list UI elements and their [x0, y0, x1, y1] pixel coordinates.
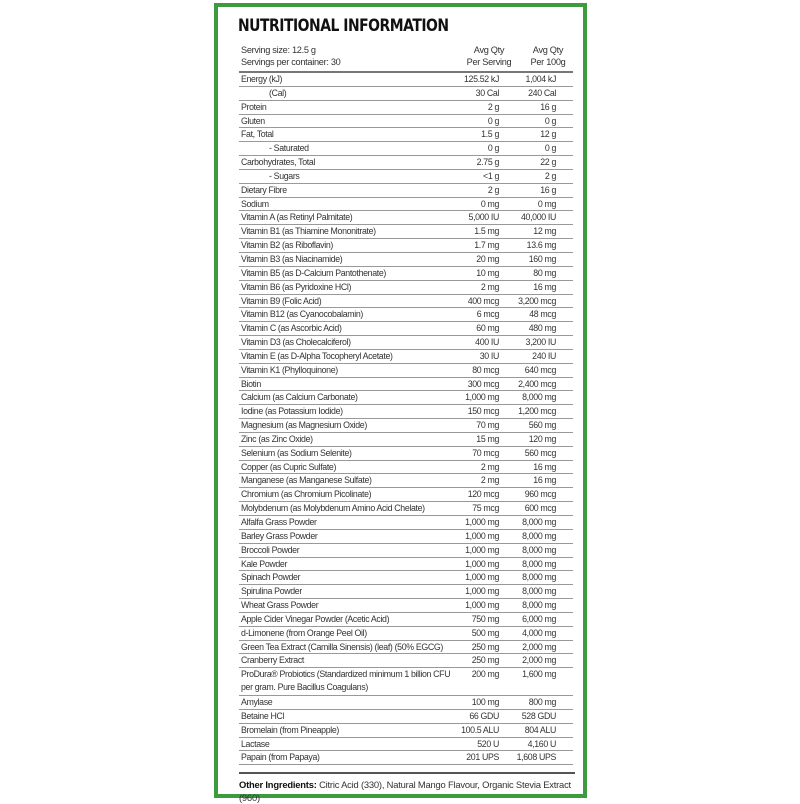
per-100g-value: 8,000 mg	[522, 530, 556, 541]
table-row	[239, 128, 573, 142]
table-row	[239, 239, 573, 253]
per-100g-value: 48 mcg	[529, 309, 556, 320]
nutrient-name: Vitamin D3 (as Cholecalciferol)	[241, 337, 351, 348]
nutrient-name: Vitamin B9 (Folic Acid)	[241, 295, 322, 306]
per-100g-value: 8,000 mg	[522, 586, 556, 597]
per-serving-value: 1,000 mg	[465, 572, 499, 583]
per-serving-value: 30 Cal	[475, 87, 499, 98]
other-ingredients	[239, 772, 575, 804]
table-row	[239, 142, 573, 156]
per-serving-value: 201 UPS	[466, 752, 499, 763]
per-100g-value: 16 mg	[533, 475, 556, 486]
nutrient-name: Vitamin B1 (as Thiamine Mononitrate)	[241, 226, 376, 237]
per-serving-value: 80 mcg	[472, 364, 499, 375]
table-row	[239, 184, 573, 198]
table-row	[239, 156, 573, 170]
per-100g-value: 1,608 UPS	[516, 752, 556, 763]
per-serving-value: 15 mg	[476, 433, 499, 444]
per-serving-value: 2 mg	[480, 475, 499, 486]
per-serving-value: 30 IU	[479, 350, 499, 361]
per-serving-value: 500 mg	[471, 627, 499, 638]
per-serving-value: 6 mcg	[476, 309, 499, 320]
per-serving-value: 250 mg	[471, 655, 499, 666]
per-100g-header: Avg Qty Per 100g	[530, 45, 566, 67]
per-serving-value: 100.5 ALU	[461, 724, 499, 735]
table-row	[239, 544, 573, 558]
nutrient-name: - Sugars	[269, 170, 300, 181]
per-100g-value: 3,200 IU	[525, 337, 556, 348]
nutrition-panel	[214, 3, 587, 803]
per-serving-value: 2 mg	[480, 461, 499, 472]
per-serving-value: 2.75 g	[476, 157, 499, 168]
per-100g-value: 6,000 mg	[522, 613, 556, 624]
nutrient-name: (Cal)	[269, 87, 287, 98]
per-serving-value: 10 mg	[476, 267, 499, 278]
nutrient-name: Chromium (as Chromium Picolinate)	[241, 489, 372, 500]
per-100g-value: 1,200 mcg	[518, 406, 556, 417]
per-serving-value: 0 g	[487, 115, 499, 126]
per-100g-value: 0 g	[544, 115, 556, 126]
table-row	[239, 696, 573, 710]
nutrient-name: Manganese (as Manganese Sulfate)	[241, 475, 372, 486]
per-serving-value: 750 mg	[471, 613, 499, 624]
nutrient-name: d-Limonene (from Orange Peel Oil)	[241, 627, 367, 638]
per-serving-value: 75 mcg	[472, 503, 499, 514]
table-row	[239, 225, 573, 239]
nutrient-name: Amylase	[241, 696, 273, 707]
per-100g-value: 528 GDU	[521, 710, 556, 721]
table-row	[239, 433, 573, 447]
nutrient-name: Green Tea Extract (Camilla Sinensis) (leaf) (50% EGCG)	[241, 641, 443, 652]
per-serving-value: 1.5 mg	[474, 226, 499, 237]
per-100g-value: 16 g	[540, 101, 556, 112]
per-100g-value: 16 mg	[533, 461, 556, 472]
per-serving-value: 250 mg	[471, 641, 499, 652]
table-row	[239, 73, 573, 87]
per-100g-value: 1,004 kJ	[525, 74, 556, 84]
per-serving-value: 2 mg	[480, 281, 499, 292]
per-100g-value: 240 IU	[532, 350, 556, 361]
table-row	[239, 281, 573, 295]
nutrient-name: Alfalfa Grass Powder	[241, 517, 317, 527]
table-row	[239, 211, 573, 225]
table-row	[239, 295, 573, 309]
table-row	[239, 585, 573, 599]
per-100g-value: 160 mg	[528, 253, 556, 264]
per-100g-value: 800 mg	[528, 696, 556, 707]
nutrient-name: Vitamin B2 (as Riboflavin)	[241, 240, 333, 251]
per-serving-value: 2 g	[487, 184, 499, 195]
per-100g-value: 480 mg	[528, 323, 556, 334]
table-row	[239, 724, 573, 738]
per-100g-value: 560 mg	[528, 420, 556, 431]
table-row	[239, 461, 573, 475]
per-serving-value: 1,000 mg	[465, 586, 499, 597]
nutrient-name: Vitamin B5 (as D-Calcium Pantothenate)	[241, 267, 386, 278]
nutrient-name: Cranberry Extract	[241, 655, 304, 666]
per-serving-value: 20 mg	[476, 253, 499, 264]
per-serving-header: Avg Qty Per Serving	[466, 45, 512, 67]
per-100g-value: 22 g	[540, 157, 556, 168]
per-100g-value: 560 mcg	[524, 447, 556, 458]
table-row	[239, 516, 573, 530]
table-row	[239, 447, 573, 461]
per-serving-value: 120 mcg	[467, 489, 499, 500]
nutrient-name: Vitamin E (as D-Alpha Tocopheryl Acetate)	[241, 350, 393, 361]
nutrient-name: Zinc (as Zinc Oxide)	[241, 433, 313, 444]
nutrient-name: Sodium	[241, 198, 269, 209]
nutrient-name: Vitamin B6 (as Pyridoxine HCl)	[241, 281, 352, 292]
table-row	[239, 558, 573, 572]
nutrient-name: Vitamin C (as Ascorbic Acid)	[241, 323, 342, 334]
nutrient-name: Broccoli Powder	[241, 544, 300, 555]
per-serving-value: 300 mcg	[467, 378, 499, 389]
table-row	[239, 308, 573, 322]
per-100g-value: 120 mg	[528, 433, 556, 444]
nutrient-name: Papain (from Papaya)	[241, 752, 320, 763]
per-100g-value: 3,200 mcg	[518, 295, 556, 306]
panel-title: NUTRITIONAL INFORMATION	[238, 16, 449, 36]
nutrition-table	[239, 71, 573, 765]
table-row	[239, 364, 573, 378]
per-serving-value: <1 g	[483, 170, 499, 181]
per-100g-value: 16 mg	[533, 281, 556, 292]
nutrient-name: Vitamin K1 (Phylloquinone)	[241, 364, 338, 375]
nutrient-name: Dietary Fibre	[241, 184, 287, 195]
nutrient-name: Iodine (as Potassium Iodide)	[241, 406, 343, 417]
per-100g-value: 0 g	[544, 143, 556, 154]
nutrient-name: Barley Grass Powder	[241, 530, 318, 541]
per-100g-value: 240 Cal	[528, 87, 556, 98]
per-100g-value: 8,000 mg	[522, 544, 556, 555]
table-row	[239, 322, 573, 336]
per-serving-value: 1,000 mg	[465, 600, 499, 611]
nutrient-name: Protein	[241, 101, 267, 112]
table-row	[239, 571, 573, 585]
nutrient-name: Vitamin B12 (as Cyanocobalamin)	[241, 309, 363, 320]
table-row	[239, 613, 573, 627]
table-row	[239, 654, 573, 668]
nutrient-name: Spirulina Powder	[241, 586, 302, 597]
per-serving-value: 0 g	[487, 143, 499, 154]
per-100g-value: 8,000 mg	[522, 392, 556, 403]
nutrient-name: Selenium (as Sodium Selenite)	[241, 447, 352, 458]
table-row	[239, 87, 573, 101]
per-100g-value: 80 mg	[533, 267, 556, 278]
table-row	[239, 668, 573, 696]
table-row	[239, 405, 573, 419]
per-serving-value: 1,000 mg	[465, 517, 499, 527]
table-row	[239, 627, 573, 641]
table-row	[239, 198, 573, 212]
table-row	[239, 350, 573, 364]
per-serving-value: 66 GDU	[469, 710, 499, 721]
other-ingredients-text: Citric Acid (330), Natural Mango Flavour, Organic Stevia Extract (960)	[239, 779, 571, 803]
table-row	[239, 267, 573, 281]
per-serving-value: 60 mg	[476, 323, 499, 334]
per-100g-value: 2,000 mg	[522, 655, 556, 666]
per-100g-value: 1,600 mg	[522, 669, 556, 680]
per-100g-value: 40,000 IU	[521, 212, 556, 223]
per-serving-value: 1,000 mg	[465, 558, 499, 569]
per-serving-value: 200 mg	[471, 669, 499, 680]
table-row	[239, 710, 573, 724]
table-row	[239, 599, 573, 613]
per-serving-value: 5,000 IU	[468, 212, 499, 223]
nutrient-name: Bromelain (from Pineapple)	[241, 724, 339, 735]
per-serving-value: 1.5 g	[481, 129, 499, 140]
per-serving-value: 125.52 kJ	[464, 74, 499, 84]
nutrient-name: Betaine HCl	[241, 710, 285, 721]
nutrient-name: Lactase	[241, 738, 270, 749]
nutrient-name: Copper (as Cupric Sulfate)	[241, 461, 337, 472]
per-100g-value: 0 mg	[537, 198, 556, 209]
table-row	[239, 641, 573, 655]
serving-size: Serving size: 12.5 g	[241, 45, 316, 55]
table-row	[239, 488, 573, 502]
per-100g-value: 12 mg	[533, 226, 556, 237]
per-serving-value: 1,000 mg	[465, 392, 499, 403]
table-row	[239, 391, 573, 405]
per-100g-value: 12 g	[540, 129, 556, 140]
per-serving-value: 2 g	[487, 101, 499, 112]
per-serving-value: 1,000 mg	[465, 544, 499, 555]
per-100g-value: 2,000 mg	[522, 641, 556, 652]
per-100g-value: 2,400 mcg	[518, 378, 556, 389]
per-serving-value: 0 mg	[480, 198, 499, 209]
per-100g-value: 4,160 U	[527, 738, 556, 749]
per-serving-value: 520 U	[477, 738, 499, 749]
per-100g-value: 8,000 mg	[522, 572, 556, 583]
per-serving-value: 1,000 mg	[465, 530, 499, 541]
per-100g-value: 8,000 mg	[522, 517, 556, 527]
per-100g-value: 804 ALU	[524, 724, 556, 735]
per-100g-value: 640 mcg	[524, 364, 556, 375]
table-row	[239, 101, 573, 115]
table-row	[239, 115, 573, 129]
nutrient-name: Molybdenum (as Molybdenum Amino Acid Chelate)	[241, 503, 425, 514]
per-100g-value: 600 mcg	[524, 503, 556, 514]
table-row	[239, 253, 573, 267]
nutrient-name: Gluten	[241, 115, 265, 126]
per-serving-value: 100 mg	[471, 696, 499, 707]
per-100g-value: 13.6 mg	[526, 240, 556, 251]
per-serving-value: 150 mcg	[467, 406, 499, 417]
nutrient-name: - Saturated	[269, 143, 309, 154]
per-100g-value: 8,000 mg	[522, 558, 556, 569]
table-row	[239, 738, 573, 752]
servings-per-container: Servings per container: 30	[241, 57, 341, 67]
nutrient-name: Biotin	[241, 378, 261, 389]
nutrient-name: Carbohydrates, Total	[241, 157, 316, 168]
nutrient-name: Vitamin A (as Retinyl Palmitate)	[241, 212, 353, 223]
table-row	[239, 419, 573, 433]
nutrient-name: Kale Powder	[241, 558, 288, 569]
nutrient-name: Wheat Grass Powder	[241, 600, 319, 611]
per-100g-value: 2 g	[544, 170, 556, 181]
per-100g-value: 960 mcg	[524, 489, 556, 500]
nutrient-name: Fat, Total	[241, 129, 274, 140]
nutrient-name: Spinach Powder	[241, 572, 301, 583]
table-row	[239, 474, 573, 488]
per-100g-value: 8,000 mg	[522, 600, 556, 611]
nutrient-name: Calcium (as Calcium Carbonate)	[241, 392, 358, 403]
nutrient-name: Vitamin B3 (as Niacinamide)	[241, 253, 343, 264]
per-serving-value: 70 mg	[476, 420, 499, 431]
nutrient-name: Magnesium (as Magnesium Oxide)	[241, 420, 367, 431]
per-serving-value: 1.7 mg	[474, 240, 499, 251]
table-row	[239, 502, 573, 516]
per-100g-value: 16 g	[540, 184, 556, 195]
per-100g-value: 4,000 mg	[522, 627, 556, 638]
nutrient-name: ProDura® Probiotics (Standardized minimum 1 billion CFU per gram. Pure Bacillus Coagulans)	[241, 669, 451, 693]
table-row	[239, 378, 573, 392]
other-ingredients-label: Other Ingredients:	[239, 779, 317, 790]
nutrient-name: Apple Cider Vinegar Powder (Acetic Acid)	[241, 613, 390, 624]
per-serving-value: 70 mcg	[472, 447, 499, 458]
table-row	[239, 751, 573, 765]
nutrient-name: Energy (kJ)	[241, 74, 283, 84]
table-row	[239, 336, 573, 350]
table-row	[239, 530, 573, 544]
table-row	[239, 170, 573, 184]
per-serving-value: 400 mcg	[467, 295, 499, 306]
per-serving-value: 400 IU	[475, 337, 499, 348]
